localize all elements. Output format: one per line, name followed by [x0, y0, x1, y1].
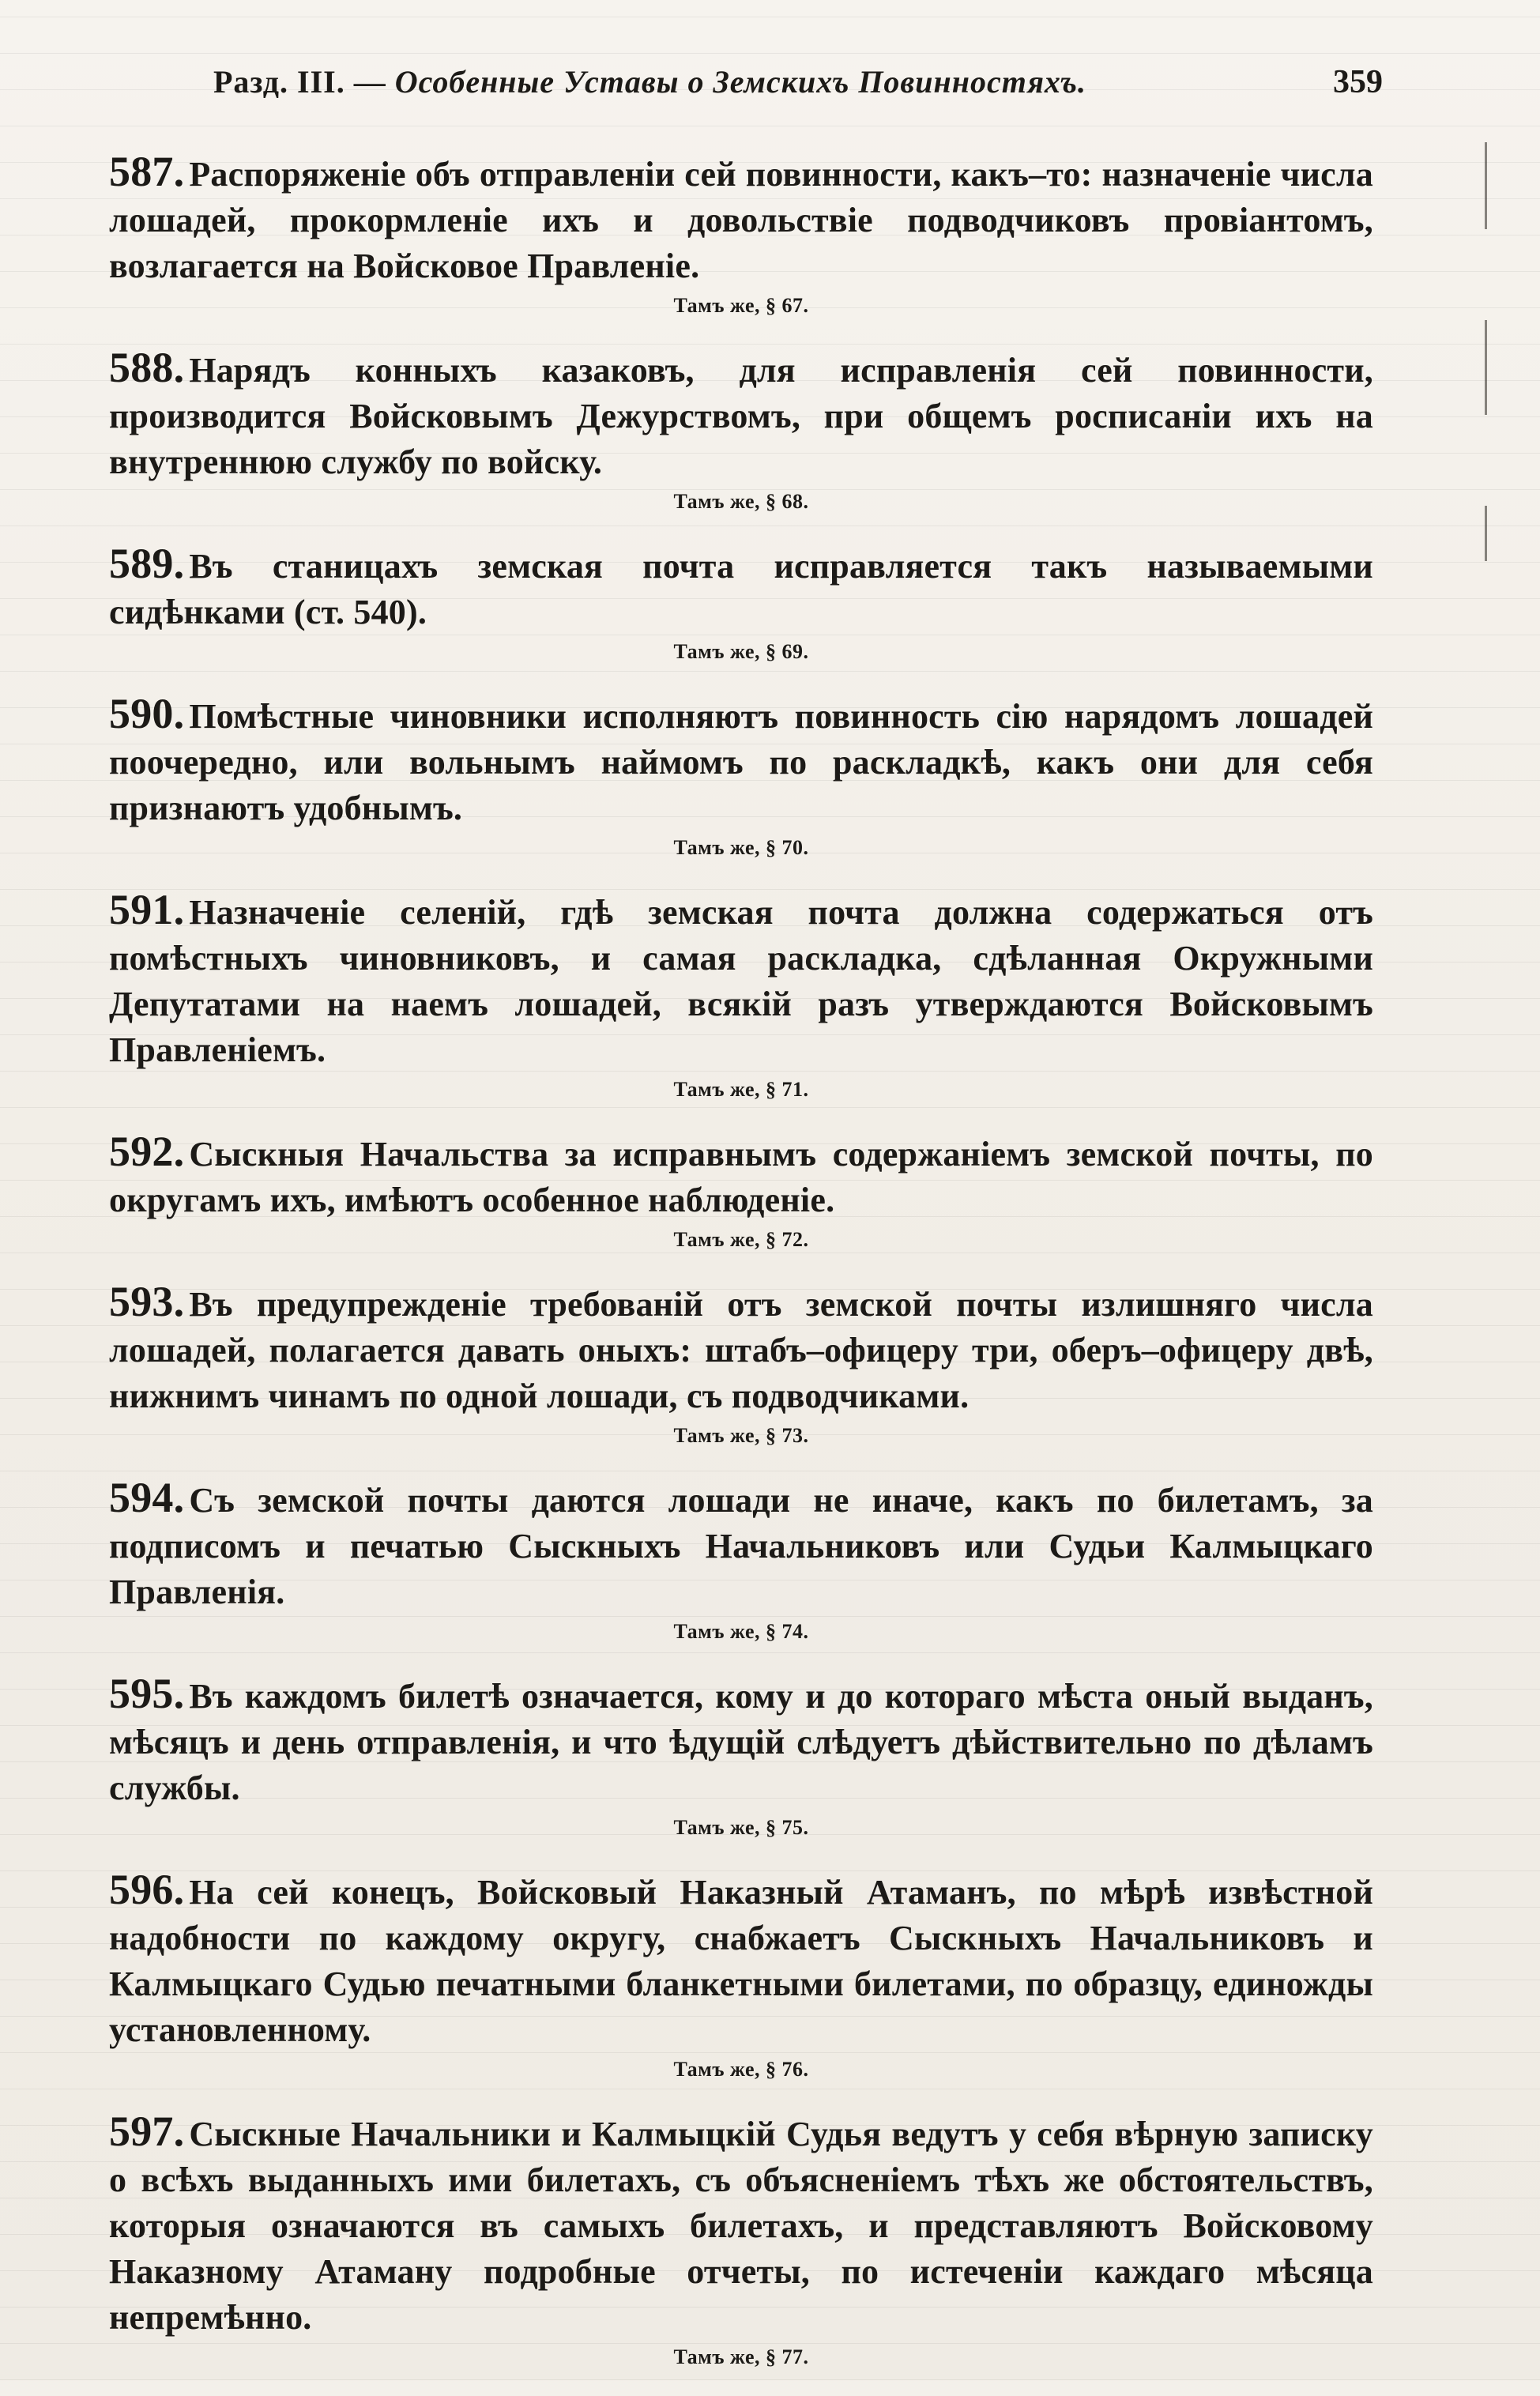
article-body: Сыскныя Начальства за исправнымъ содержаніемъ земской почты, по округамъ ихъ, имѣютъ особенное наблюденіе. — [109, 1135, 1373, 1219]
article-593 — [109, 1279, 1373, 1448]
article-number: 593. — [109, 1278, 185, 1325]
source-reference: Тамъ же, § 73. — [673, 1424, 809, 1447]
article-595 — [109, 1671, 1373, 1840]
source-reference: Тамъ же, § 71. — [673, 1078, 809, 1101]
source-reference: Тамъ же, § 72. — [673, 1228, 809, 1251]
source-reference: Тамъ же, § 76. — [673, 2058, 809, 2081]
article-592 — [109, 1128, 1373, 1252]
running-head — [213, 63, 1086, 100]
article-body: Помѣстные чиновники исполняютъ повинность сію нарядомъ лошадей поочередно, или вольнымъ наймомъ по раскладкѣ, какъ они для себя признаютъ удобнымъ. — [109, 697, 1373, 827]
article-text — [109, 691, 1373, 831]
article-588 — [109, 345, 1373, 514]
article-body: Назначеніе селеній, гдѣ земская почта должна содержаться отъ помѣстныхъ чиновниковъ, и самая раскладка, сдѣланная Окружными Депутатами на наемъ лошадей, всякій разъ утверждаются Войсковымъ Правленіемъ. — [109, 893, 1373, 1069]
article-number: 592. — [109, 1128, 185, 1175]
article-591 — [109, 887, 1373, 1102]
article-body: Въ каждомъ билетѣ означается, кому и до котораго мѣста оный выданъ, мѣсяцъ и день отправленія, и что ѣдущій слѣдуетъ дѣйствительно по дѣламъ службы. — [109, 1677, 1373, 1807]
article-number: 596. — [109, 1866, 185, 1913]
article-number: 590. — [109, 690, 185, 737]
article-text — [109, 149, 1373, 289]
article-body: На сей конецъ, Войсковый Наказный Атаманъ, по мѣрѣ извѣстной надобности по каждому округу, снабжаетъ Сыскныхъ Начальниковъ и Калмыцкаго Судью печатными бланкетными билетами, по образцу, единожды установленному. — [109, 1873, 1373, 2049]
article-number: 589. — [109, 540, 185, 587]
article-body: Сыскные Начальники и Калмыцкій Судья ведутъ у себя вѣрную записку о всѣхъ выданныхъ ими билетахъ, съ объясненіемъ тѣхъ же обстоятельствъ, которыя означаются въ самыхъ билетахъ, и представляютъ Войсковому Наказному Атаману подробные отчеты, по истеченіи каждаго мѣсяца непремѣнно. — [109, 2115, 1373, 2337]
article-body: Распоряженіе объ отправленіи сей повинности, какъ–то: назначеніе числа лошадей, прокормленіе ихъ и довольствіе подводчиковъ провіантомъ, возлагается на Войсковое Правленіе. — [109, 155, 1373, 285]
article-number: 595. — [109, 1670, 185, 1717]
article-number: 587. — [109, 148, 185, 195]
article-587 — [109, 149, 1373, 318]
article-597 — [109, 2108, 1373, 2369]
article-594 — [109, 1475, 1373, 1644]
source-reference: Тамъ же, § 67. — [673, 294, 809, 317]
source-reference: Тамъ же, § 69. — [673, 640, 809, 663]
source-reference: Тамъ же, § 68. — [673, 490, 809, 513]
article-text — [109, 541, 1373, 635]
source-reference: Тамъ же, § 70. — [673, 836, 809, 859]
margin-stroke — [1485, 506, 1487, 561]
article-number: 591. — [109, 886, 185, 933]
section-label: Разд. III. — — [213, 64, 386, 100]
source-reference: Тамъ же, § 77. — [673, 2345, 809, 2368]
article-text — [109, 2108, 1373, 2341]
page-header — [213, 63, 1383, 119]
article-text — [109, 1279, 1373, 1419]
article-body: Въ предупрежденіе требованій отъ земской почты излишняго числа лошадей, полагается давать оныхъ: штабъ–офицеру три, оберъ–офицеру двѣ, нижнимъ чинамъ по одной лошади, съ подводчиками. — [109, 1285, 1373, 1415]
article-body: Съ земской почты даются лошади не иначе, какъ по билетамъ, за подписомъ и печатью Сыскныхъ Начальниковъ или Судьи Калмыцкаго Правленія. — [109, 1481, 1373, 1611]
article-text — [109, 1867, 1373, 2053]
article-text — [109, 345, 1373, 485]
article-number: 594. — [109, 1474, 185, 1521]
margin-stroke — [1485, 320, 1487, 415]
source-reference: Тамъ же, § 75. — [673, 1816, 809, 1839]
article-589 — [109, 541, 1373, 664]
page-body — [109, 149, 1373, 2396]
article-number: 588. — [109, 344, 185, 391]
section-title: Особенные Уставы о Земскихъ Повинностяхъ. — [394, 64, 1086, 100]
article-number: 597. — [109, 2108, 185, 2155]
margin-stroke — [1485, 142, 1487, 229]
article-590 — [109, 691, 1373, 860]
article-596 — [109, 1867, 1373, 2081]
article-body: Нарядъ конныхъ казаковъ, для исправленія сей повинности, производится Войсковымъ Дежурствомъ, при общемъ росписаніи ихъ на внутреннюю службу по войску. — [109, 351, 1373, 481]
page-number: 359 — [1333, 64, 1383, 100]
article-body: Въ станицахъ земская почта исправляется такъ называемыми сидѣнками (ст. 540). — [109, 547, 1373, 631]
article-text — [109, 1128, 1373, 1223]
article-text — [109, 887, 1373, 1073]
source-reference: Тамъ же, § 74. — [673, 1620, 809, 1643]
article-text — [109, 1671, 1373, 1811]
article-text — [109, 1475, 1373, 1615]
